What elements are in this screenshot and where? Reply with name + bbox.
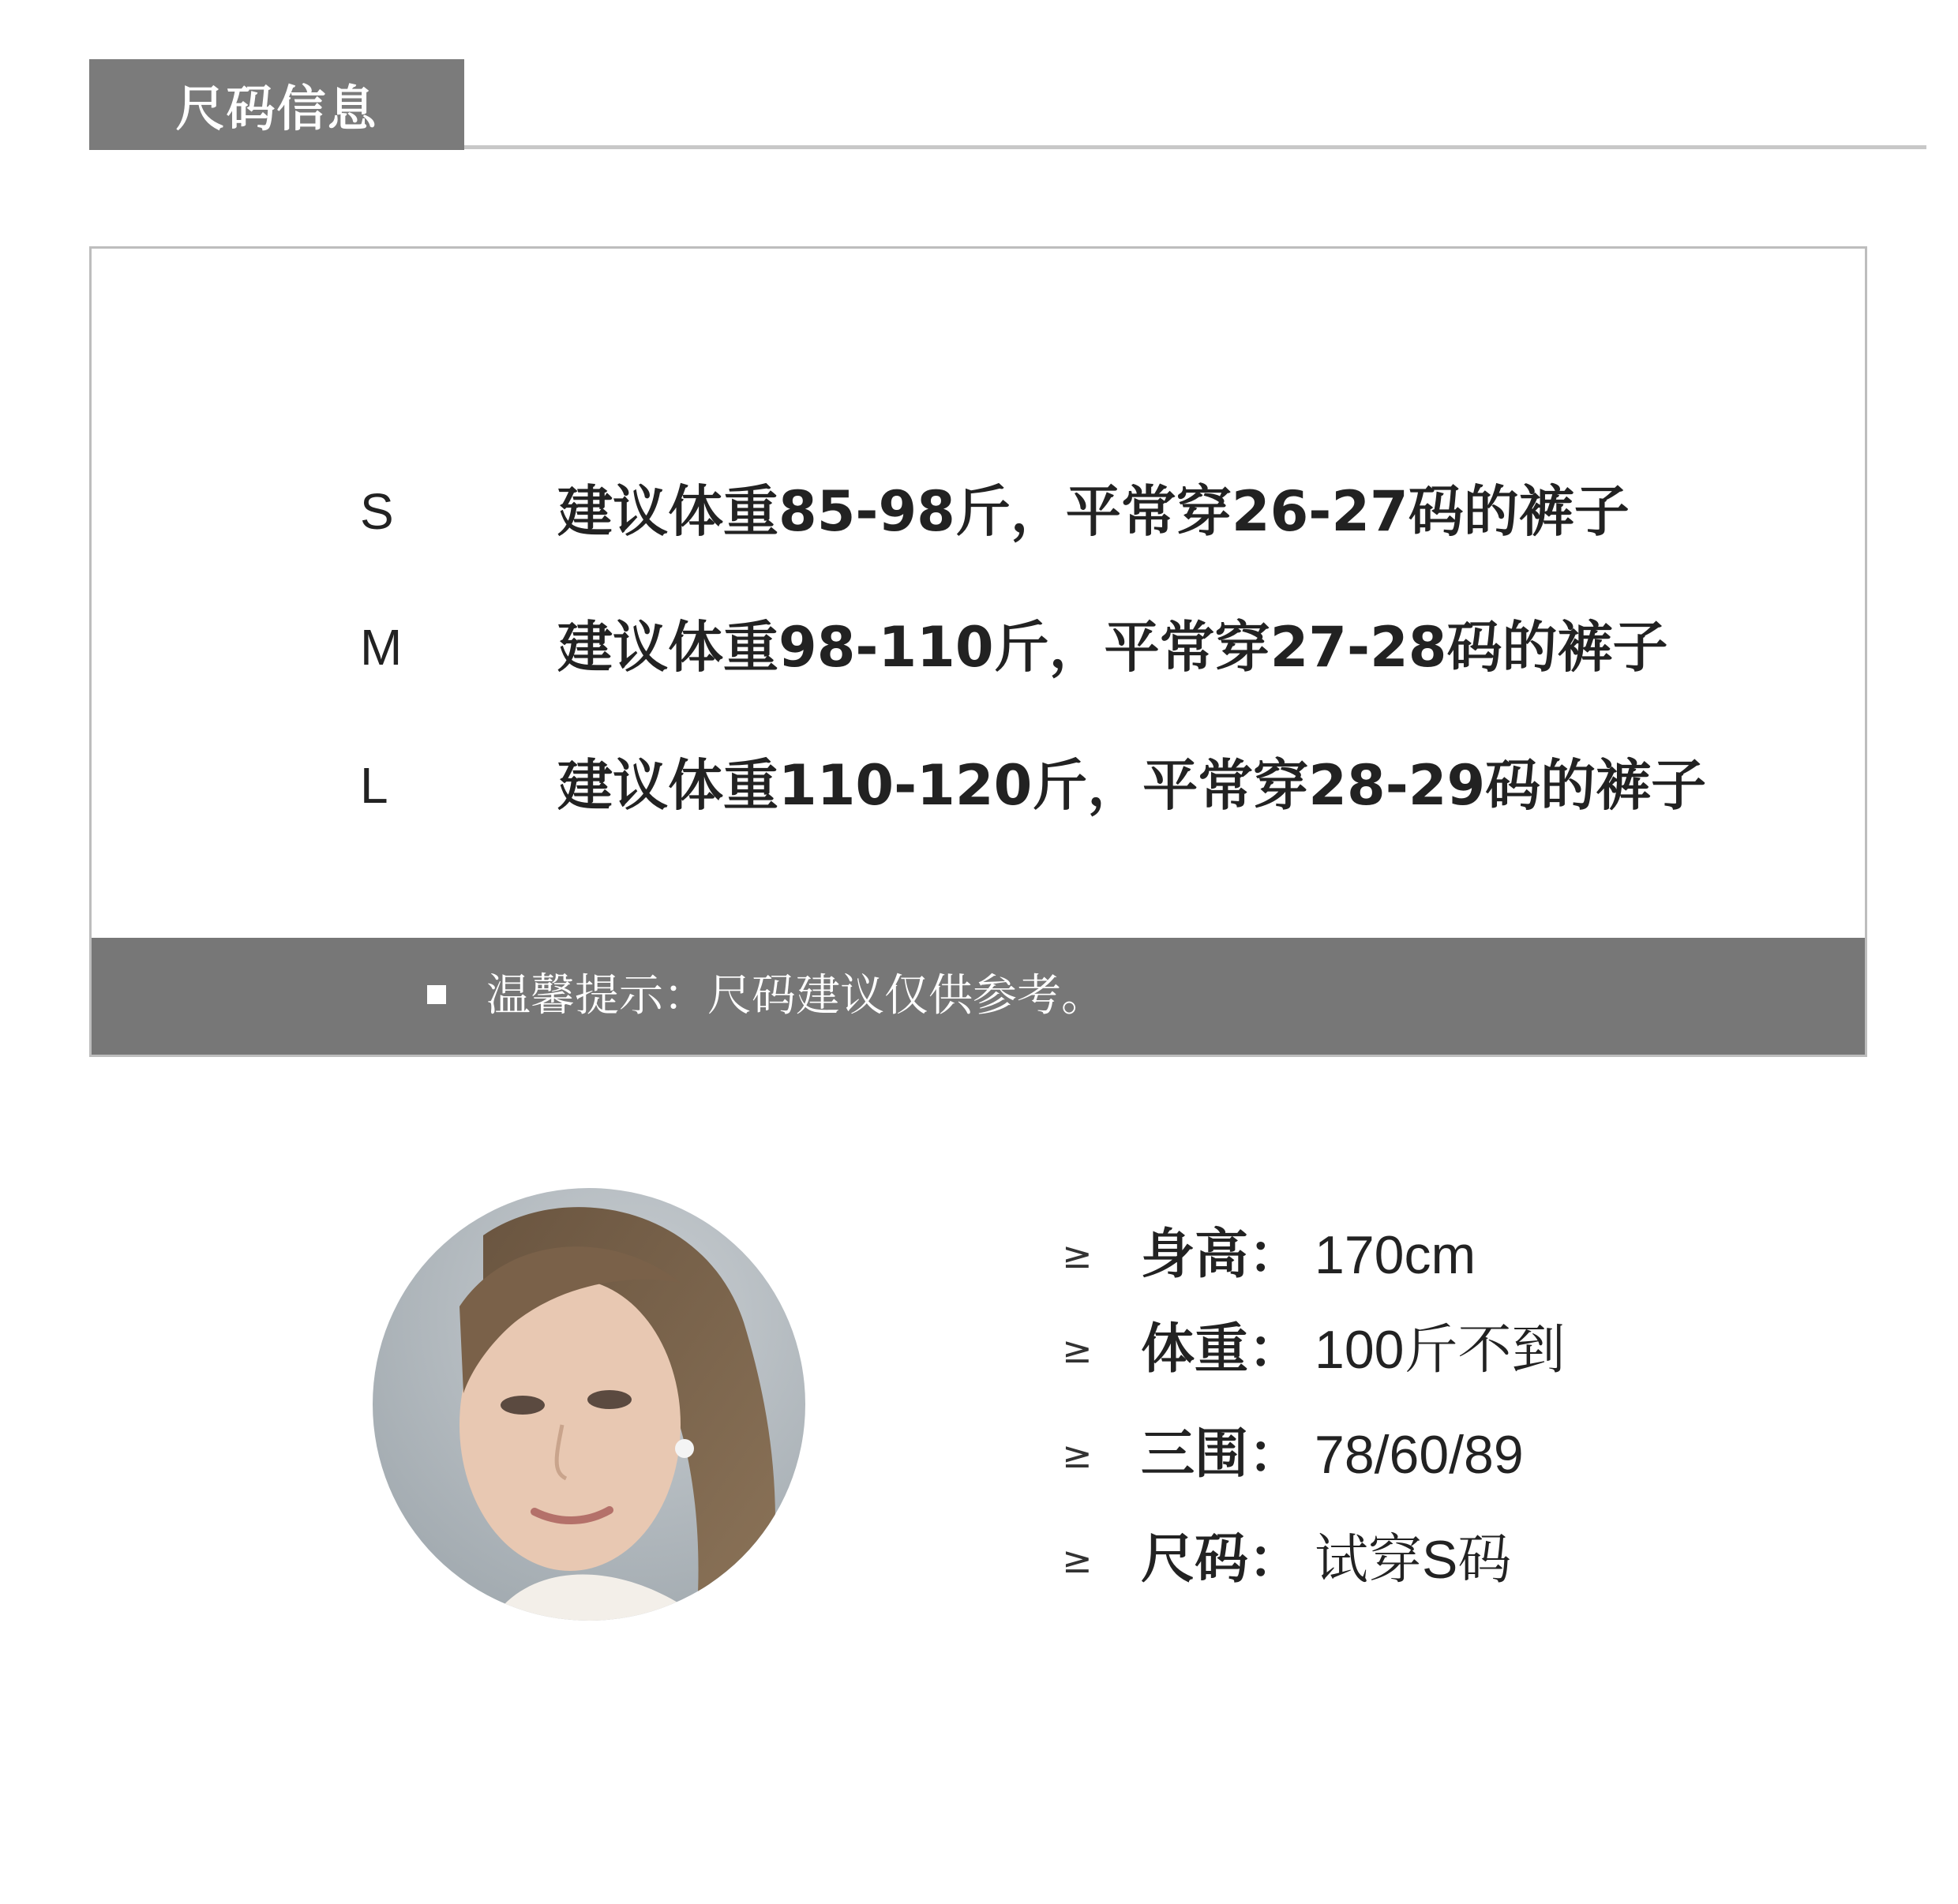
size-description: 建议体重110-120斤，平常穿28-29码的裤子 (557, 753, 1707, 818)
size-description: 建议体重85-98斤，平常穿26-27码的裤子 (557, 479, 1630, 544)
size-description: 建议体重98-110斤，平常穿27-28码的裤子 (557, 615, 1668, 680)
section-divider (464, 145, 1926, 149)
tip-text: 温馨提示：尺码建议仅供参考。 (486, 970, 1105, 1021)
chevron-bullet-icon: ≥ (1062, 1434, 1093, 1476)
stat-label: 尺码： (1141, 1528, 1303, 1591)
size-row-l (92, 746, 1865, 825)
stat-value: 78/60/89 (1315, 1425, 1524, 1485)
chevron-bullet-icon: ≥ (1062, 1539, 1093, 1581)
chevron-bullet-icon: ≥ (1062, 1234, 1093, 1276)
size-row-s (92, 472, 1865, 551)
stat-label: 身高： (1141, 1224, 1303, 1286)
size-code: M (360, 619, 403, 676)
model-avatar (373, 1188, 805, 1621)
stat-label: 三围： (1141, 1423, 1303, 1486)
stat-label: 体重： (1141, 1318, 1303, 1381)
size-code: L (360, 757, 388, 814)
section-title: 尺码信息 (175, 80, 378, 137)
model-portrait-image (373, 1188, 805, 1621)
size-code: S (360, 483, 394, 540)
tip-bar (92, 938, 1865, 1055)
square-bullet-icon (427, 985, 446, 1004)
section-title-tab (89, 59, 464, 150)
chevron-bullet-icon: ≥ (1062, 1329, 1093, 1371)
size-guide-panel (89, 246, 1867, 1057)
size-row-m (92, 608, 1865, 687)
stat-value: 100斤不到 (1315, 1320, 1566, 1380)
stat-value: 试穿S码 (1315, 1530, 1512, 1590)
stat-value: 170cm (1315, 1225, 1476, 1285)
